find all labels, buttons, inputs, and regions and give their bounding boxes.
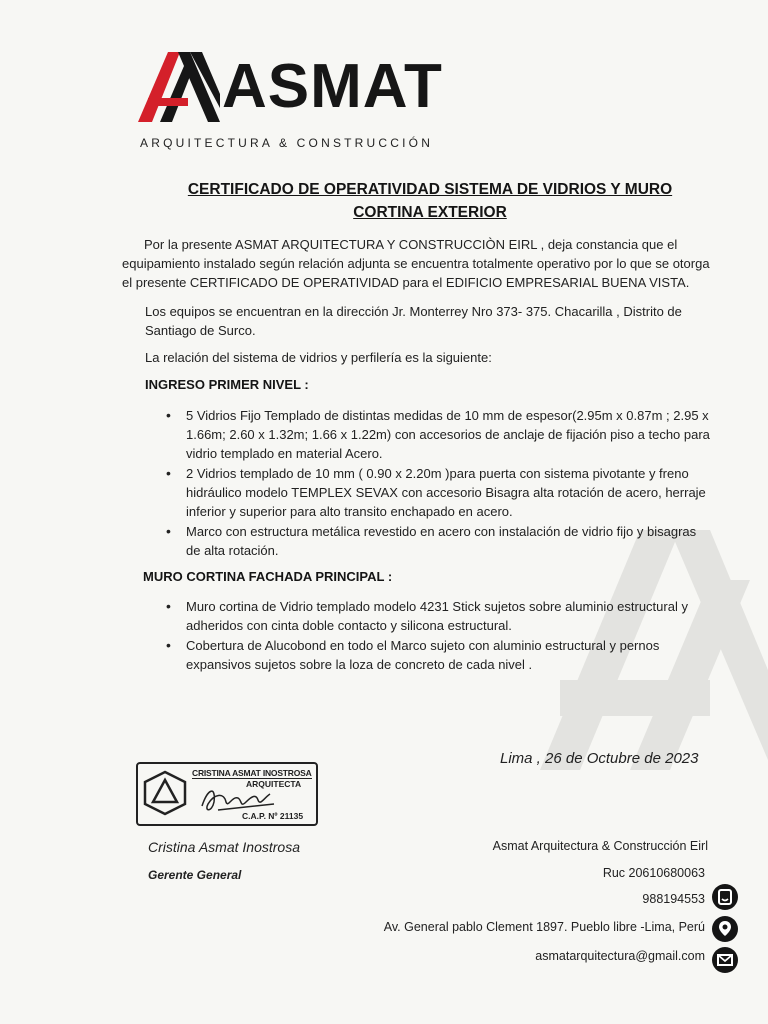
list-item: • 5 Vidrios Fijo Templado de distintas medidas de 10 mm de espesor(2.95m x 0.87m ; 2.95 x 1.66m; 2.60 x 1.32m; 1.66 x 1.22m) con accesorios de anclaje de fijación piso a techo para vidrio templado en material Acero. (162, 406, 710, 463)
location-paragraph: Los equipos se encuentran en la dirección Jr. Monterrey Nro 373- 375. Chacarilla , Distrito de Santiago de Surco. (145, 304, 682, 338)
list-item: • Cobertura de Alucobond en todo el Marco sujeto con aluminio estructural y pernos expansivos sujetos sobre la loza de concreto de cada nivel . (162, 636, 710, 674)
signer-role: Gerente General (148, 868, 242, 882)
contact-phone: 988194553 (642, 892, 705, 906)
document-title (130, 178, 730, 224)
stamp-emblem-icon (143, 770, 187, 816)
stamp-cap-number: C.A.P. Nº 21135 (242, 811, 304, 821)
relation-paragraph: La relación del sistema de vidrios y perfilería es la siguiente: (145, 350, 492, 365)
contact-email: asmatarquitectura@gmail.com (535, 949, 705, 963)
list-item: • Muro cortina de Vidrio templado modelo 4231 Stick sujetos sobre aluminio estructural y adheridos con cinta doble contacto y silicona estructural. (162, 597, 710, 635)
email-icon (712, 947, 738, 973)
company-tagline: ARQUITECTURA & CONSTRUCCIÓN (140, 136, 434, 150)
company-brand: ASMAT (222, 52, 443, 121)
contact-ruc: Ruc 20610680063 (602, 866, 705, 880)
phone-icon (712, 884, 738, 910)
section-heading-muro: MURO CORTINA FACHADA PRINCIPAL : (143, 569, 393, 584)
intro-paragraph: Por la presente ASMAT ARQUITECTURA Y CONSTRUCCIÒN EIRL , deja constancia que el equipamiento instalado según relación adjunta se encuentra totalmente operativo por lo que se otorga el presente CERTIFICADO DE OPERATIVIDAD para el EDIFICIO EMPRESARIAL BUENA VISTA. (122, 237, 710, 290)
architect-stamp (136, 762, 318, 826)
title-line-1: CERTIFICADO DE OPERATIVIDAD SISTEMA DE VIDRIOS Y MURO (187, 181, 673, 198)
document-date: Lima , 26 de Octubre de 2023 (500, 750, 699, 767)
stamp-name: CRISTINA ASMAT INOSTROSA (192, 768, 312, 778)
location-pin-icon (712, 916, 738, 942)
asmat-logo-icon (138, 52, 220, 122)
stamp-title: ARQUITECTA (246, 779, 302, 789)
list-item: • 2 Vidrios templado de 10 mm ( 0.90 x 2.20m )para puerta con sistema pivotante y freno hidráulico modelo TEMPLEX SEVAX con accesorio Bisagra alta rotación de acero, herraje inferior y superior para alto transito enchapado en acero. (162, 464, 710, 521)
contact-address: Av. General pablo Clement 1897. Pueblo libre -Lima, Perú (383, 920, 705, 934)
list-item: • Marco con estructura metálica revestido en acero con instalación de vidrio fijo y bisagras de alta rotación. (162, 522, 710, 560)
section-list-muro (162, 597, 710, 675)
title-line-2: CORTINA EXTERIOR (353, 204, 507, 221)
signer-name: Cristina Asmat Inostrosa (148, 839, 300, 855)
section-list-ingreso (162, 406, 710, 561)
section-heading-ingreso: INGRESO PRIMER NIVEL : (145, 377, 309, 392)
contact-company: Asmat Arquitectura & Construcción Eirl (492, 839, 708, 853)
